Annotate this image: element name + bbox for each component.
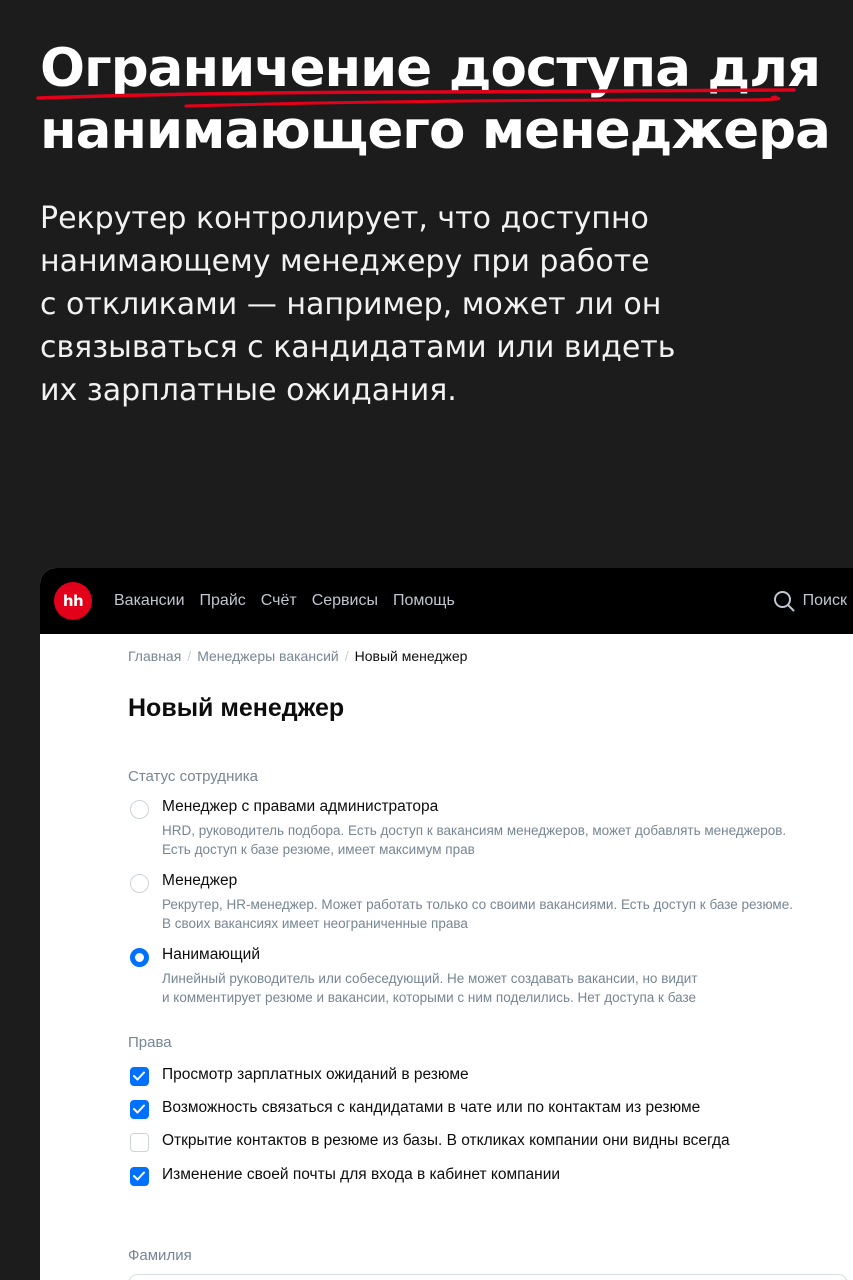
status-option-description (162, 821, 786, 859)
hero-description-line: их зарплатные ожидания. (40, 373, 457, 408)
breadcrumb (128, 648, 467, 664)
breadcrumb-home[interactable]: Главная (128, 648, 182, 664)
description-line: Есть доступ к базе резюме, имеет максимум прав (162, 842, 475, 857)
status-option-hiring[interactable] (128, 946, 848, 1010)
breadcrumb-separator: / (187, 648, 192, 664)
hero-description-line: нанимающему менеджеру при работе (40, 244, 650, 279)
right-change-email[interactable] (128, 1166, 848, 1190)
breadcrumb-managers[interactable]: Менеджеры вакансий (197, 648, 339, 664)
nav-item-vacancies[interactable]: Вакансии (114, 592, 185, 609)
app-window (40, 568, 853, 1280)
checkbox-contact[interactable] (130, 1100, 149, 1119)
radio-hiring[interactable] (130, 948, 149, 967)
right-label: Возможность связаться с кандидатами в чате или по контактам из резюме (162, 1099, 701, 1116)
checkmark-icon (133, 1071, 145, 1081)
search-button[interactable] (773, 568, 847, 634)
top-nav (40, 568, 853, 634)
surname-input[interactable] (128, 1274, 848, 1280)
right-label: Просмотр зарплатных ожиданий в резюме (162, 1066, 469, 1083)
status-section-label: Статус сотрудника (128, 768, 258, 785)
checkbox-open-contacts[interactable] (130, 1133, 149, 1152)
status-option-description (162, 895, 793, 933)
breadcrumb-separator: / (344, 648, 349, 664)
checkbox-salary[interactable] (130, 1067, 149, 1086)
hero-title-line-1: Ограничение доступа для (40, 38, 821, 99)
hh-logo[interactable]: hh (54, 582, 92, 620)
nav-item-help[interactable]: Помощь (393, 592, 455, 609)
right-salary-expectations[interactable] (128, 1066, 848, 1090)
status-option-label: Нанимающий (162, 946, 261, 963)
right-label: Открытие контактов в резюме из базы. В откликах компании они видны всегда (162, 1132, 730, 1149)
description-line: Рекрутер, HR-менеджер. Может работать только со своими вакансиями. Есть доступ к базе резюме. (162, 897, 793, 912)
right-open-contacts[interactable] (128, 1132, 848, 1156)
hero-title-line-2: нанимающего менеджера (40, 100, 830, 161)
surname-field-label: Фамилия (128, 1247, 192, 1264)
radio-admin[interactable] (130, 800, 149, 819)
hero-description-line: связываться с кандидатами или видеть (40, 330, 676, 365)
title-red-underline (36, 84, 796, 110)
nav-links (114, 568, 455, 634)
right-label: Изменение своей почты для входа в кабинет компании (162, 1166, 561, 1183)
nav-item-pricing[interactable]: Прайс (199, 592, 246, 609)
radio-manager[interactable] (130, 874, 149, 893)
checkmark-icon (133, 1171, 145, 1181)
page-title: Новый менеджер (128, 694, 345, 722)
hero-description-line: с откликами — например, может ли он (40, 287, 662, 322)
hero-description (40, 197, 780, 412)
nav-item-services[interactable]: Сервисы (311, 592, 378, 609)
nav-item-account[interactable]: Счёт (260, 592, 297, 609)
status-option-admin[interactable] (128, 798, 848, 862)
description-line: В своих вакансиях имеет неограниченные права (162, 916, 468, 931)
checkbox-change-email[interactable] (130, 1167, 149, 1186)
rights-section-label: Права (128, 1034, 172, 1051)
description-line: HRD, руководитель подбора. Есть доступ к вакансиям менеджеров, может добавлять менеджеров. (162, 823, 787, 838)
search-icon (773, 590, 795, 612)
breadcrumb-current: Новый менеджер (354, 648, 468, 664)
description-line: Линейный руководитель или собеседующий. Не может создавать вакансии, но видит (162, 971, 698, 986)
status-option-label: Менеджер (162, 872, 238, 889)
hero-description-line: Рекрутер контролирует, что доступно (40, 201, 649, 236)
status-option-manager[interactable] (128, 872, 848, 936)
checkmark-icon (133, 1104, 145, 1114)
right-contact-candidates[interactable] (128, 1099, 848, 1123)
status-option-description (162, 969, 698, 1007)
description-line: и комментирует резюме и вакансии, которыми с ним поделились. Нет доступа к базе (162, 990, 697, 1005)
status-option-label: Менеджер с правами администратора (162, 798, 439, 815)
search-label: Поиск (802, 592, 847, 609)
